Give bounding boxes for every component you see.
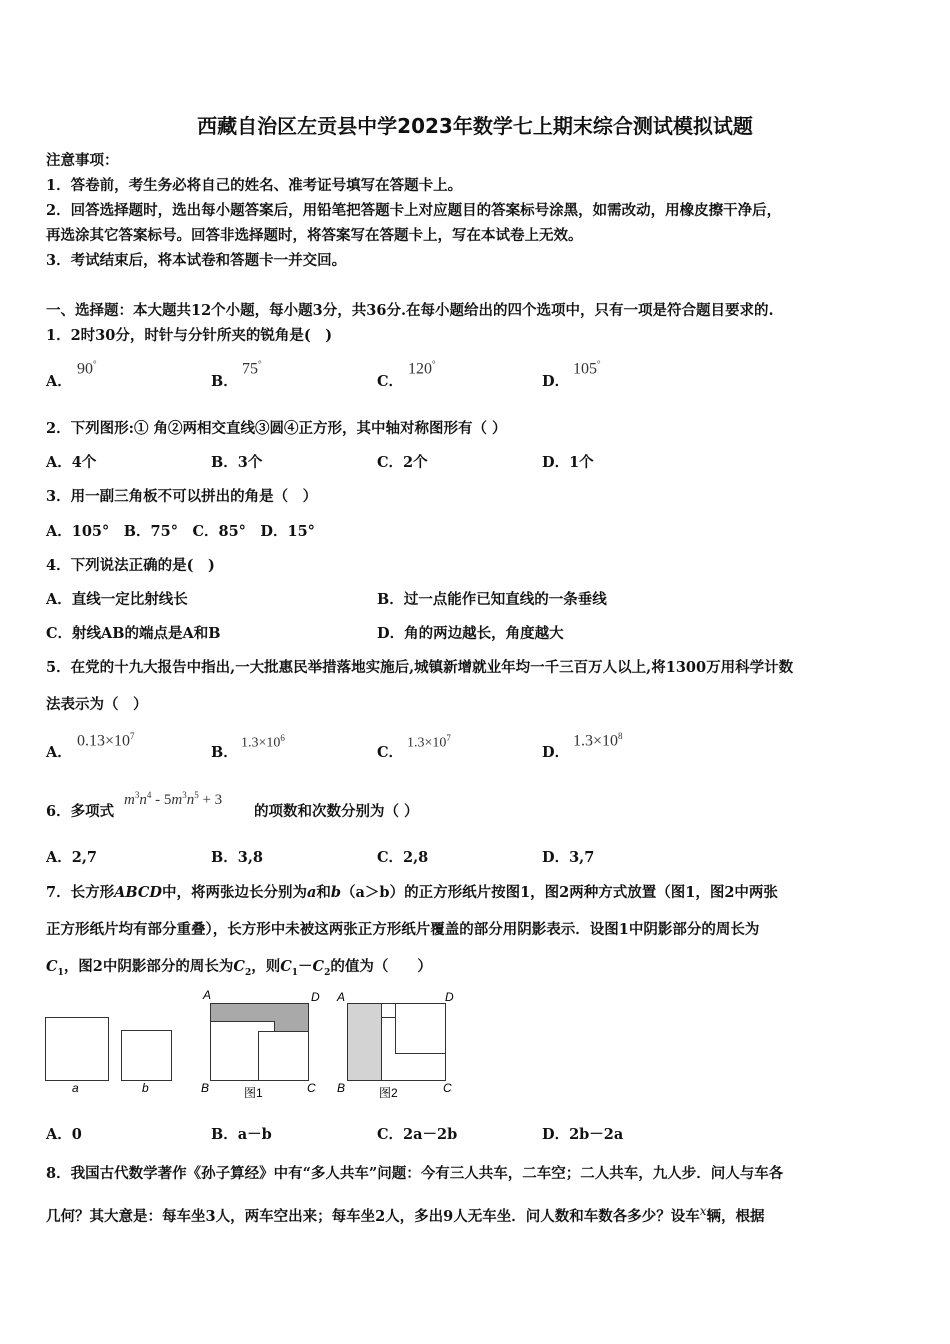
fig1-caption: 图1: [244, 1086, 263, 1100]
q6-polynomial: $m^3n^4 - 5m^3n^5 + 3$: [124, 790, 223, 808]
fig2-label-A: A: [337, 990, 346, 1004]
q5-option-d-label: D．: [542, 744, 570, 761]
q2-option-c: C．2个: [377, 454, 428, 471]
q5-stem-line2: 法表示为（ ）: [46, 696, 148, 713]
q2-option-a: A．4个: [46, 454, 97, 471]
fig1-label-C: C: [307, 1081, 316, 1095]
q5-option-a-label: A．: [46, 744, 72, 761]
q5-option-a-value: $0.13\times 10^7$: [77, 731, 135, 750]
notice-item-1: 1．答卷前，考生务必将自己的姓名、准考证号填写在答题卡上。: [46, 177, 463, 194]
q2-stem: 2．下列图形:① 角②两相交直线③圆④正方形，其中轴对称图形有（ ）: [46, 420, 507, 437]
q5-option-b-value: $1.3\times 10^6$: [241, 733, 285, 751]
q7-option-a: A．0: [46, 1126, 82, 1143]
figure-1: [201, 988, 320, 1100]
q8-stem-line2: 几何？其大意是：每车坐3人，两车空出来；每车坐2人，多出9人无车坐．问人数和车数各多少？设车$^x$辆，根据: [46, 1204, 765, 1225]
q7-figure: [40, 985, 470, 1105]
q1-stem: 1．2时30分，时针与分针所夹的锐角是( ): [46, 327, 333, 344]
q4-option-a: A．直线一定比射线长: [46, 591, 188, 608]
q5-option-b-label: B．: [211, 744, 238, 761]
q1-option-c-value: 120°: [408, 359, 436, 378]
section-heading: 一、选择题：本大题共12个小题，每小题3分，共36分.在每小题给出的四个选项中，只有一项是符合题目要求的.: [46, 302, 774, 319]
q6-option-b: B．3,8: [211, 849, 263, 866]
q1-option-b-label: B．: [211, 373, 238, 390]
square-a: [46, 1018, 109, 1081]
q7-option-d: D．2b－2a: [542, 1126, 624, 1143]
label-b: b: [142, 1081, 149, 1095]
notice-item-2: 2．回答选择题时，选出每小题答案后，用铅笔把答题卡上对应题目的答案标号涂黑，如需改动，用橡皮擦干净后，: [46, 202, 782, 219]
fig2-caption: 图2: [379, 1086, 398, 1100]
q3-stem: 3．用一副三角板不可以拼出的角是（ ）: [46, 488, 318, 505]
q4-stem: 4．下列说法正确的是( ): [46, 557, 215, 574]
notice-item-3: 3．考试结束后，将本试卷和答题卡一并交回。: [46, 252, 347, 269]
q5-stem-line1: 5．在党的十九大报告中指出,一大批惠民举措落地实施后,城镇新增就业年均一千三百万人以上,将1300万用科学计数: [46, 659, 794, 676]
fig1-label-A: A: [203, 988, 212, 1002]
fig1-label-B: B: [201, 1081, 210, 1095]
fig2-label-C: C: [443, 1081, 452, 1095]
q4-option-c: C．射线AB的端点是A和B: [46, 625, 221, 642]
q6-option-c: C．2,8: [377, 849, 429, 866]
q6-option-a: A．2,7: [46, 849, 97, 866]
q7-stem-line2: 正方形纸片均有部分重叠），长方形中未被这两张正方形纸片覆盖的部分用阴影表示．设图1中阴影部分的周长为: [46, 921, 760, 938]
square-b: [122, 1031, 172, 1081]
notice-item-2-cont: 再选涂其它答案标号。回答非选择题时，将答案写在答题卡上，写在本试卷上无效。: [46, 227, 583, 244]
q4-option-d: D．角的两边越长，角度越大: [377, 625, 564, 642]
q1-option-c-label: C．: [377, 373, 404, 390]
q2-option-b: B．3个: [211, 454, 263, 471]
fig2-label-B: B: [337, 1081, 346, 1095]
q7-stem-line1: 7．长方形ABCD中，将两张边长分别为a和b（a＞b）的正方形纸片按图1，图2两种方式放置（图1，图2中两张: [46, 884, 778, 901]
q1-option-a-label: A．: [46, 373, 72, 390]
q6-suffix: 的项数和次数分别为（ ）: [254, 803, 419, 820]
q7-option-b: B．a－b: [211, 1126, 272, 1143]
q1-option-d-value: 105°: [573, 359, 601, 378]
q3-options: A．105° B．75° C．85° D．15°: [46, 523, 315, 540]
q2-option-d: D．1个: [542, 454, 594, 471]
figure-2: [336, 990, 454, 1100]
q1-option-b-value: 75°: [242, 359, 262, 378]
q5-option-d-value: $1.3\times 10^8$: [573, 731, 623, 750]
q1-option-d-label: D．: [542, 373, 570, 390]
q5-option-c-label: C．: [377, 744, 404, 761]
q4-option-b: B．过一点能作已知直线的一条垂线: [377, 591, 607, 608]
q1-option-a-value: 90°: [77, 359, 97, 378]
fig1-label-D: D: [311, 990, 320, 1004]
q5-option-c-value: $1.3\times 10^7$: [407, 733, 451, 751]
label-a: a: [72, 1081, 79, 1095]
fig2-shaded-region: [348, 1004, 382, 1081]
q8-stem-line1: 8．我国古代数学著作《孙子算经》中有“多人共车”问题：今有三人共车，二车空；二人共车，九人步．问人与车各: [46, 1165, 784, 1182]
q6-prefix: 6．多项式: [46, 803, 115, 820]
q6-option-d: D．3,7: [542, 849, 595, 866]
q7-option-c: C．2a－2b: [377, 1126, 458, 1143]
fig2-label-D: D: [445, 990, 454, 1004]
page-title: 西藏自治区左贡县中学2023年数学七上期末综合测试模拟试题: [197, 114, 753, 138]
notice-heading: 注意事项：: [46, 152, 119, 169]
q7-stem-line3: $C_1$，图2中阴影部分的周长为$C_2$，则$C_1-C_2$的值为（ ）: [46, 958, 432, 978]
